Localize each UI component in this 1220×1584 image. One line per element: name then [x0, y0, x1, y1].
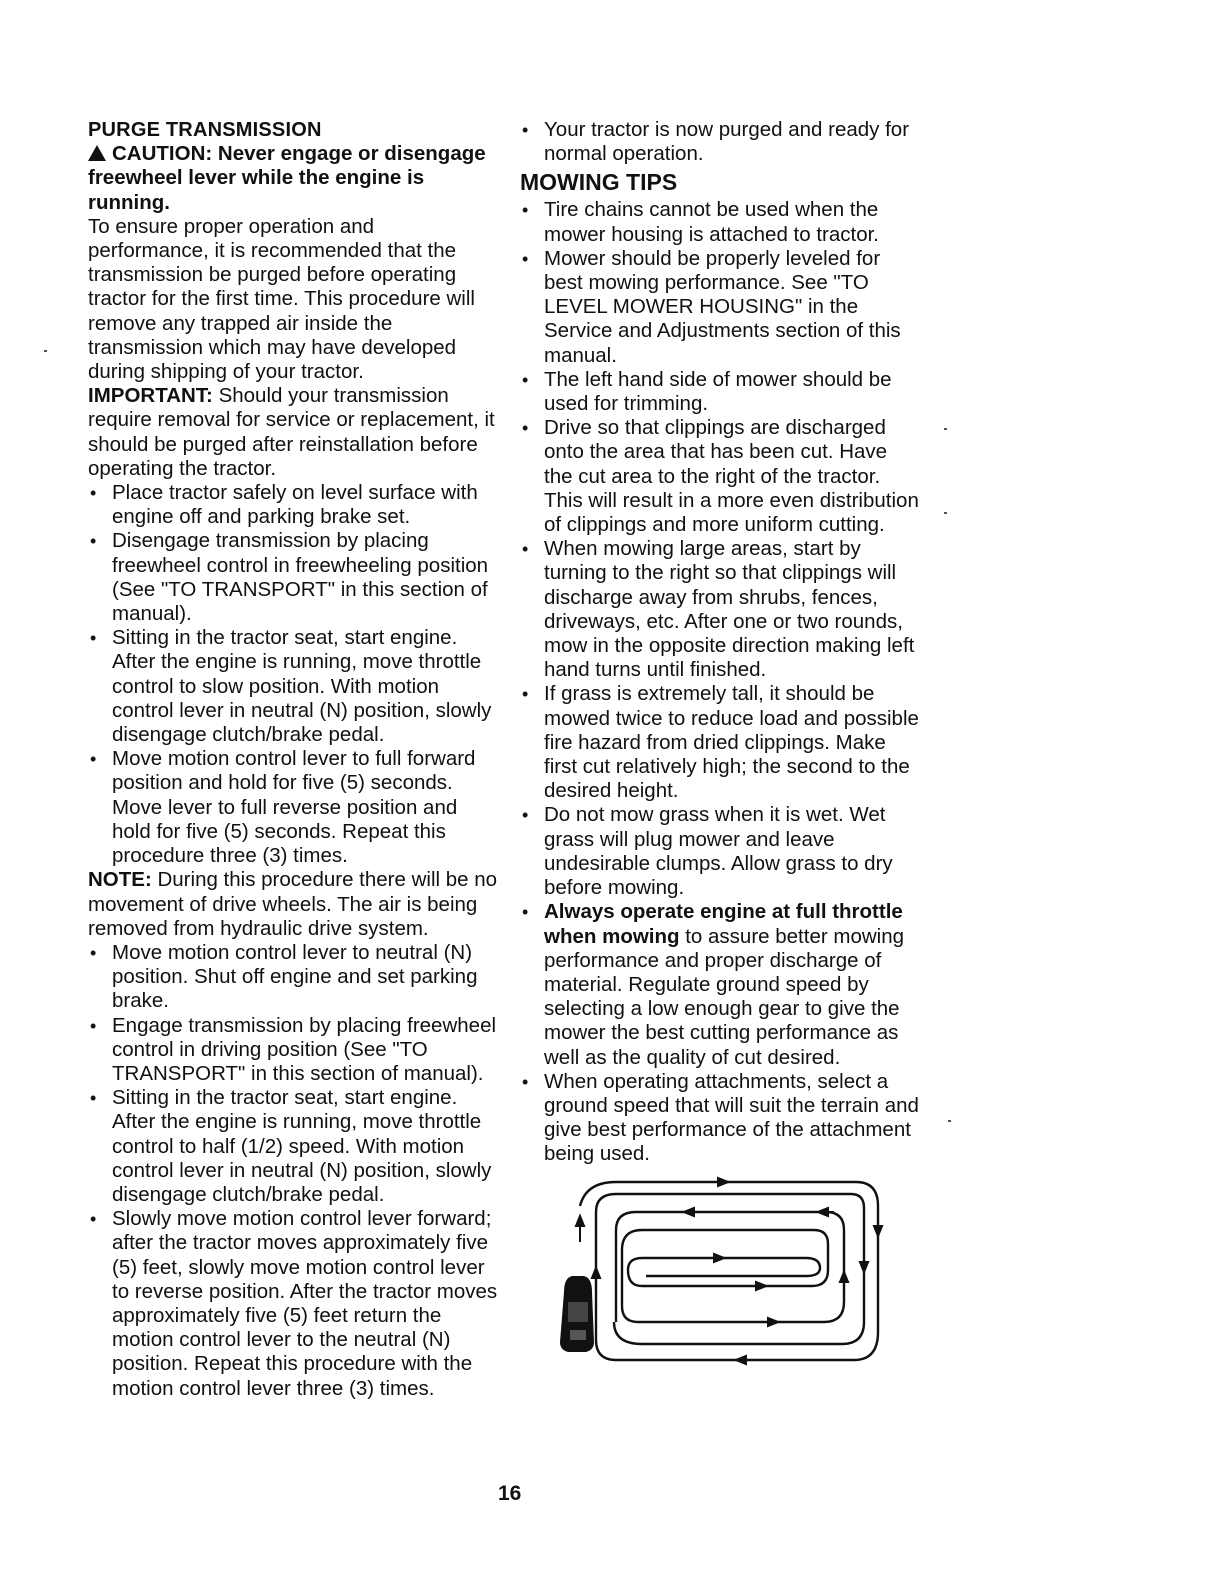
mowing-tips-list — [520, 198, 920, 1166]
list-item: • Move motion control lever to neutral (N) position. Shut off engine and set parking brake. — [88, 941, 498, 1014]
list-item: • Tire chains cannot be used when the mower housing is attached to tractor. — [520, 198, 920, 246]
list-item: • Place tractor safely on level surface with engine off and parking brake set. — [88, 481, 498, 529]
right-column — [520, 118, 920, 1167]
scan-speck — [944, 512, 947, 514]
caution-label: CAUTION: — [112, 142, 213, 166]
purge-steps-list-a — [88, 481, 498, 868]
caution-text: Never engage or disengage freewheel lever while the engine is running. — [88, 142, 486, 214]
mowing-path-outer — [580, 1182, 878, 1360]
mowing-pattern-diagram — [556, 1172, 896, 1372]
mowing-path-middle — [616, 1212, 844, 1322]
purged-list — [520, 118, 920, 166]
caution-paragraph — [88, 142, 498, 215]
tractor-icon — [560, 1276, 594, 1352]
list-item: • Do not mow grass when it is wet. Wet grass will plug mower and leave undesirable clumps. Allow grass to dry before mowing. — [520, 803, 920, 900]
left-column — [88, 118, 498, 1401]
mowing-path-inner-loop — [622, 1230, 828, 1306]
list-item: • When operating attachments, select a ground speed that will suit the terrain and give best performance of the attachment being used. — [520, 1070, 920, 1167]
note-text: During this procedure there will be no movement of drive wheels. The air is being removed from hydraulic drive system. — [88, 868, 498, 940]
page-number: 16 — [498, 1482, 522, 1505]
list-item: • Engage transmission by placing freewheel control in driving position (See "TO TRANSPORT" in this section of manual). — [88, 1014, 498, 1087]
note-label: NOTE: — [88, 868, 152, 892]
note-paragraph — [88, 868, 498, 941]
list-item: • Disengage transmission by placing freewheel control in freewheeling position (See "TO TRANSPORT" in this section of manual). — [88, 529, 498, 626]
scan-speck — [944, 428, 947, 430]
list-item — [520, 900, 920, 1069]
list-item: • The left hand side of mower should be used for trimming. — [520, 368, 920, 416]
purge-steps-list-b — [88, 941, 498, 1401]
list-item: • Mower should be properly leveled for best mowing performance. See "TO LEVEL MOWER HOUSING" in the Service and Adjustments section of this manual. — [520, 247, 920, 368]
list-item: • Move motion control lever to full forward position and hold for five (5) seconds. Move lever to full reverse position and hold for five (5) seconds. Repeat this procedure three (3) times. — [88, 747, 498, 868]
purge-transmission-heading: PURGE TRANSMISSION — [88, 119, 322, 141]
mowing-tips-heading: MOWING TIPS — [520, 169, 678, 196]
list-item: • When mowing large areas, start by turning to the right so that clippings will discharge away from shrubs, fences, driveways, etc. After one or two rounds, mow in the opposite direction making left hand turns until finished. — [520, 537, 920, 682]
intro-paragraph: To ensure proper operation and performance, it is recommended that the transmission be purged before operating tractor for the first time. This procedure will remove any trapped air inside the transmission which may have developed during shipping of your tractor. — [88, 214, 475, 384]
scan-speck — [44, 350, 47, 352]
warning-triangle-icon — [88, 145, 106, 161]
important-text: Should your transmission require removal for service or replacement, it should be purged after reinstallation before operating the tractor. — [88, 384, 495, 480]
scan-speck — [948, 1120, 951, 1122]
important-paragraph — [88, 384, 498, 481]
list-item: • If grass is extremely tall, it should be mowed twice to reduce load and possible fire hazard from dried clippings. Make first cut relatively high; the second to the desired height. — [520, 682, 920, 803]
important-label: IMPORTANT: — [88, 384, 213, 408]
throttle-bold-text: Always operate engine at full throttle when mowing — [544, 900, 903, 948]
throttle-text: to assure better mowing performance and proper discharge of material. Regulate ground speed by selecting a low enough gear to give the mower the best cutting performance as well as the quality of cut desired. — [544, 924, 905, 1069]
list-item: • Sitting in the tractor seat, start engine. After the engine is running, move throttle control to half (1/2) speed. With motion control lever in neutral (N) position, slowly disengage clutch/brake pedal. — [88, 1086, 498, 1207]
list-item: • Sitting in the tractor seat, start engine. After the engine is running, move throttle control to slow position. With motion control lever in neutral (N) position, slowly disengage clutch/brake pedal. — [88, 626, 498, 747]
list-item: • Slowly move motion control lever forward; after the tractor moves approximately five (5) feet, slowly move motion control lever to reverse position. After the tractor moves approximately five (5) feet return the motion control lever to the neutral (N) position. Repeat this procedure with the motion control lever three (3) times. — [88, 1207, 498, 1401]
list-item: • Drive so that clippings are discharged onto the area that has been cut. Have the cut area to the right of the tractor. This will result in a more even distribution of clippings and more uniform cutting. — [520, 416, 920, 537]
list-item: • Your tractor is now purged and ready for normal operation. — [520, 118, 920, 166]
